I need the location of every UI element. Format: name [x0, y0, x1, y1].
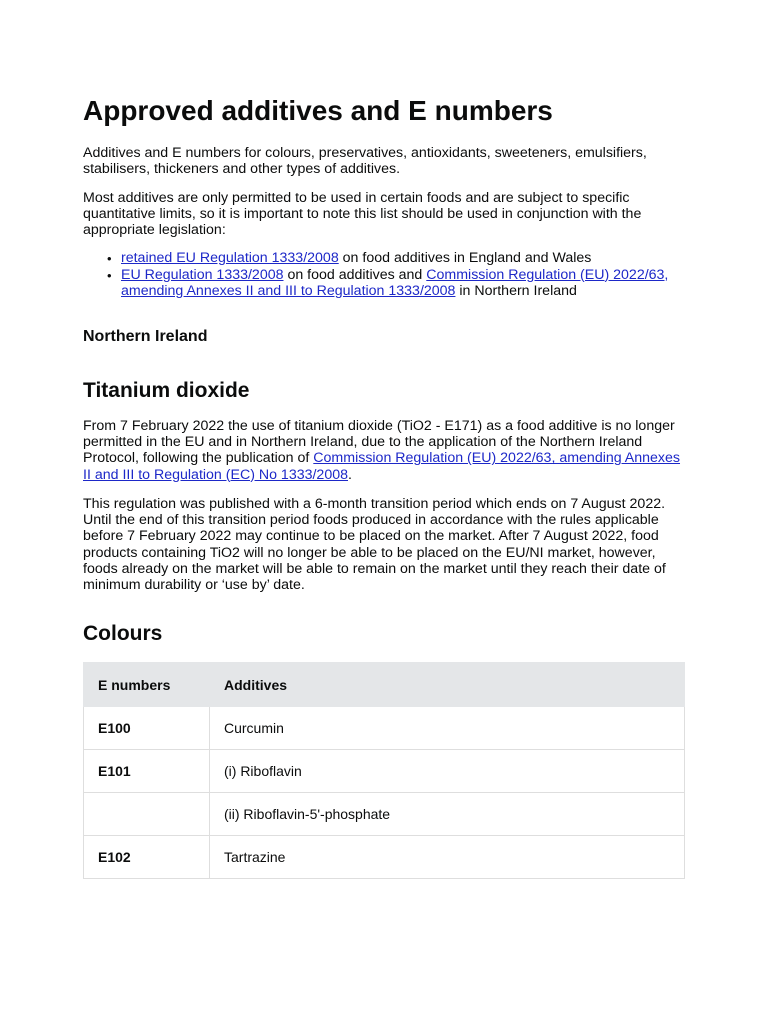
table-row	[84, 793, 685, 836]
e-number-cell: E101	[84, 750, 210, 793]
table-row	[84, 707, 685, 750]
list-item	[121, 250, 685, 267]
list-item-text: on food additives in England and Wales	[338, 250, 592, 266]
list-item	[121, 267, 685, 300]
table-row	[84, 750, 685, 793]
additive-cell: (i) Riboflavin	[210, 750, 685, 793]
eu-regulation-link[interactable]: EU Regulation 1333/2008	[121, 266, 284, 283]
commission-regulation-link[interactable]: Commission Regulation (EU) 2022/63, amending Annexes II and III to Regulation 1333/2008	[121, 266, 669, 299]
list-item-text: in Northern Ireland	[455, 283, 577, 299]
titanium-dioxide-paragraph	[83, 418, 685, 483]
table-row	[84, 836, 685, 879]
additive-cell: Tartrazine	[210, 836, 685, 879]
column-header-additives: Additives	[210, 663, 685, 707]
colours-table	[83, 662, 685, 879]
column-header-e-numbers: E numbers	[84, 663, 210, 707]
colours-heading: Colours	[83, 622, 163, 645]
commission-regulation-annexes-link[interactable]: Commission Regulation (EU) 2022/63, amending Annexes II and III to Regulation (EC) No 1333/2008	[83, 450, 681, 483]
paragraph-text: From 7 February 2022 the use of titanium dioxide (TiO2 - E171) as a food additive is no longer permitted in the EU and in Northern Ireland, due to the application of the Northern Ireland Protocol, following the publication of	[83, 418, 675, 467]
additive-cell: Curcumin	[210, 707, 685, 750]
legislation-intro-paragraph: Most additives are only permitted to be used in certain foods and are subject to specific quantitative limits, so it is important to note this list should be used in conjunction with the appropriate legislation:	[83, 190, 642, 239]
e-number-cell	[84, 793, 210, 836]
e-number-cell: E102	[84, 836, 210, 879]
list-item-text: on food additives and	[283, 266, 427, 283]
table-header-row	[84, 663, 685, 707]
titanium-dioxide-heading: Titanium dioxide	[83, 379, 250, 402]
intro-paragraph: Additives and E numbers for colours, preservatives, antioxidants, sweeteners, emulsifiers, stabilisers, thickeners and other types of additives.	[83, 145, 647, 178]
paragraph-end: .	[348, 466, 352, 483]
legislation-list	[121, 250, 685, 300]
additive-cell: (ii) Riboflavin-5'-phosphate	[210, 793, 685, 836]
e-number-cell: E100	[84, 707, 210, 750]
page-title: Approved additives and E numbers	[83, 95, 553, 126]
northern-ireland-heading: Northern Ireland	[83, 328, 208, 345]
transition-period-paragraph: This regulation was published with a 6-month transition period which ends on 7 August 2022. Until the end of this transition period foods produced in accordance with the rules applicable before 7 February 2022 may continue to be placed on the market. After 7 August 2022, food products containing TiO2 will no longer be able to be placed on the EU/NI market, however, foods already on the market will be able to remain on the market until they reach their date of minimum durability or ‘use by’ date.	[83, 496, 666, 594]
retained-eu-regulation-link[interactable]: retained EU Regulation 1333/2008	[121, 250, 339, 266]
